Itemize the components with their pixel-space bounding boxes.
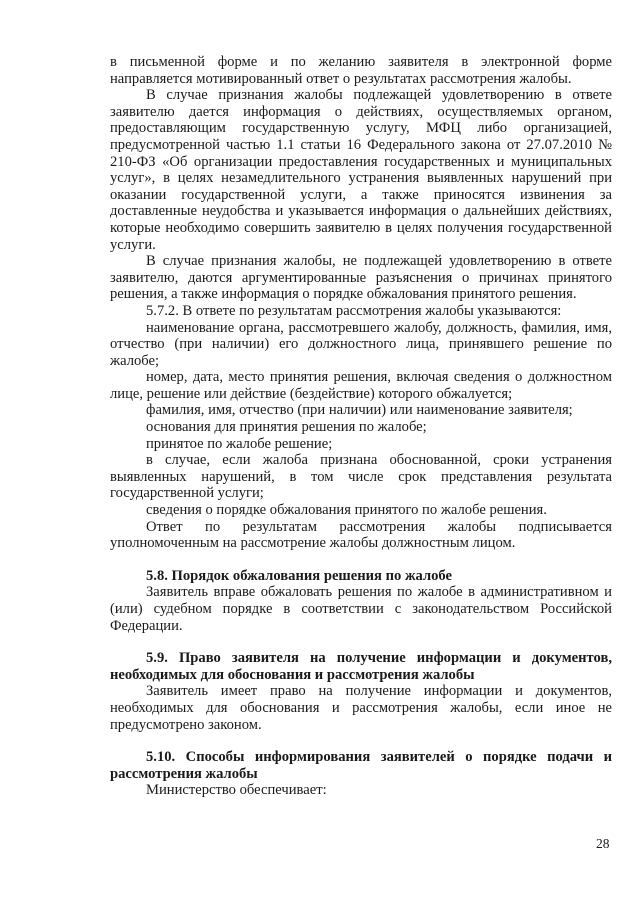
document-page [110,54,612,799]
paragraph-complaint-rejected: В случае признания жалобы, не подлежащей удовлетворению в ответе заявителю, даются аргументированные разъяснения о причинах принятого решения, а также информация о порядке обжалования принятого решения. [110,253,612,303]
paragraph-answer-signed: Ответ по результатам рассмотрения жалобы подписывается уполномоченным на рассмотрение жалобы должностным лицом. [110,518,612,552]
page-number: 28 [596,836,610,851]
list-item-applicant-name: фамилия, имя, отчество (при наличии) или наименование заявителя; [146,402,573,419]
list-item-organ-name: наименование органа, рассмотревшего жалобу, должность, фамилия, имя, отчество (при наличии) его должностного лица, принявшего решение по жалобе; [110,319,612,369]
section-gap [110,733,612,749]
section-heading-58: 5.8. Порядок обжалования решения по жалобе [146,567,453,584]
paragraph-continuation: в письменной форме и по желанию заявителя в электронной форме направляется мотивированный ответ о результатах рассмотрения жалобы. [110,54,612,87]
paragraph-572: 5.7.2. В ответе по результатам рассмотрения жалобы указываются: [146,302,562,319]
section-gap [110,634,612,650]
list-item-decision-details: номер, дата, место принятия решения, включая сведения о должностном лице, решение или действие (бездействие) которого обжалуется; [110,369,612,402]
list-item-appeal-info: сведения о порядке обжалования принятого по жалобе решения. [146,502,547,519]
section-text-59: Заявитель имеет право на получение информации и документов, необходимых для обоснования и рассмотрения жалобы, если иное не предусмотрено законом. [110,683,612,733]
list-item-decision: принятое по жалобе решение; [146,435,333,452]
list-item-terms: в случае, если жалоба признана обоснованной, сроки устранения выявленных нарушений, в том числе срок представления результата государственной услуги; [110,452,612,502]
section-text-510: Министерство обеспечивает: [146,782,327,799]
paragraph-complaint-satisfied: В случае признания жалобы подлежащей удовлетворению в ответе заявителю дается информация о действиях, осуществляемых органом, предоставляющим государственную услугу, МФЦ либо организацией, предусмотренной частью 1.1 статьи 16 Федерального закона от 27.07.2010 № 210-ФЗ «Об организации предоставления государственных и муниципальных услуг», в целях незамедлительного устранения выявленных нарушений при оказании государственной услуги, а также приносятся извинения за доставленные неудобства и указывается информация о дальнейших действиях, которые необходимо совершить заявителю в целях получения государственной услуги. [110,87,612,253]
section-heading-510: 5.10. Способы информирования заявителей о порядке подачи и рассмотрения жалобы [110,749,612,782]
section-heading-59: 5.9. Право заявителя на получение информации и документов, необходимых для обоснования и рассмотрения жалобы [110,650,612,683]
section-gap [110,552,612,568]
section-text-58: Заявитель вправе обжаловать решения по жалобе в административном и (или) судебном порядке в соответствии с законодательством Российской Федерации. [110,584,612,634]
list-item-grounds: основания для принятия решения по жалобе; [146,419,427,436]
